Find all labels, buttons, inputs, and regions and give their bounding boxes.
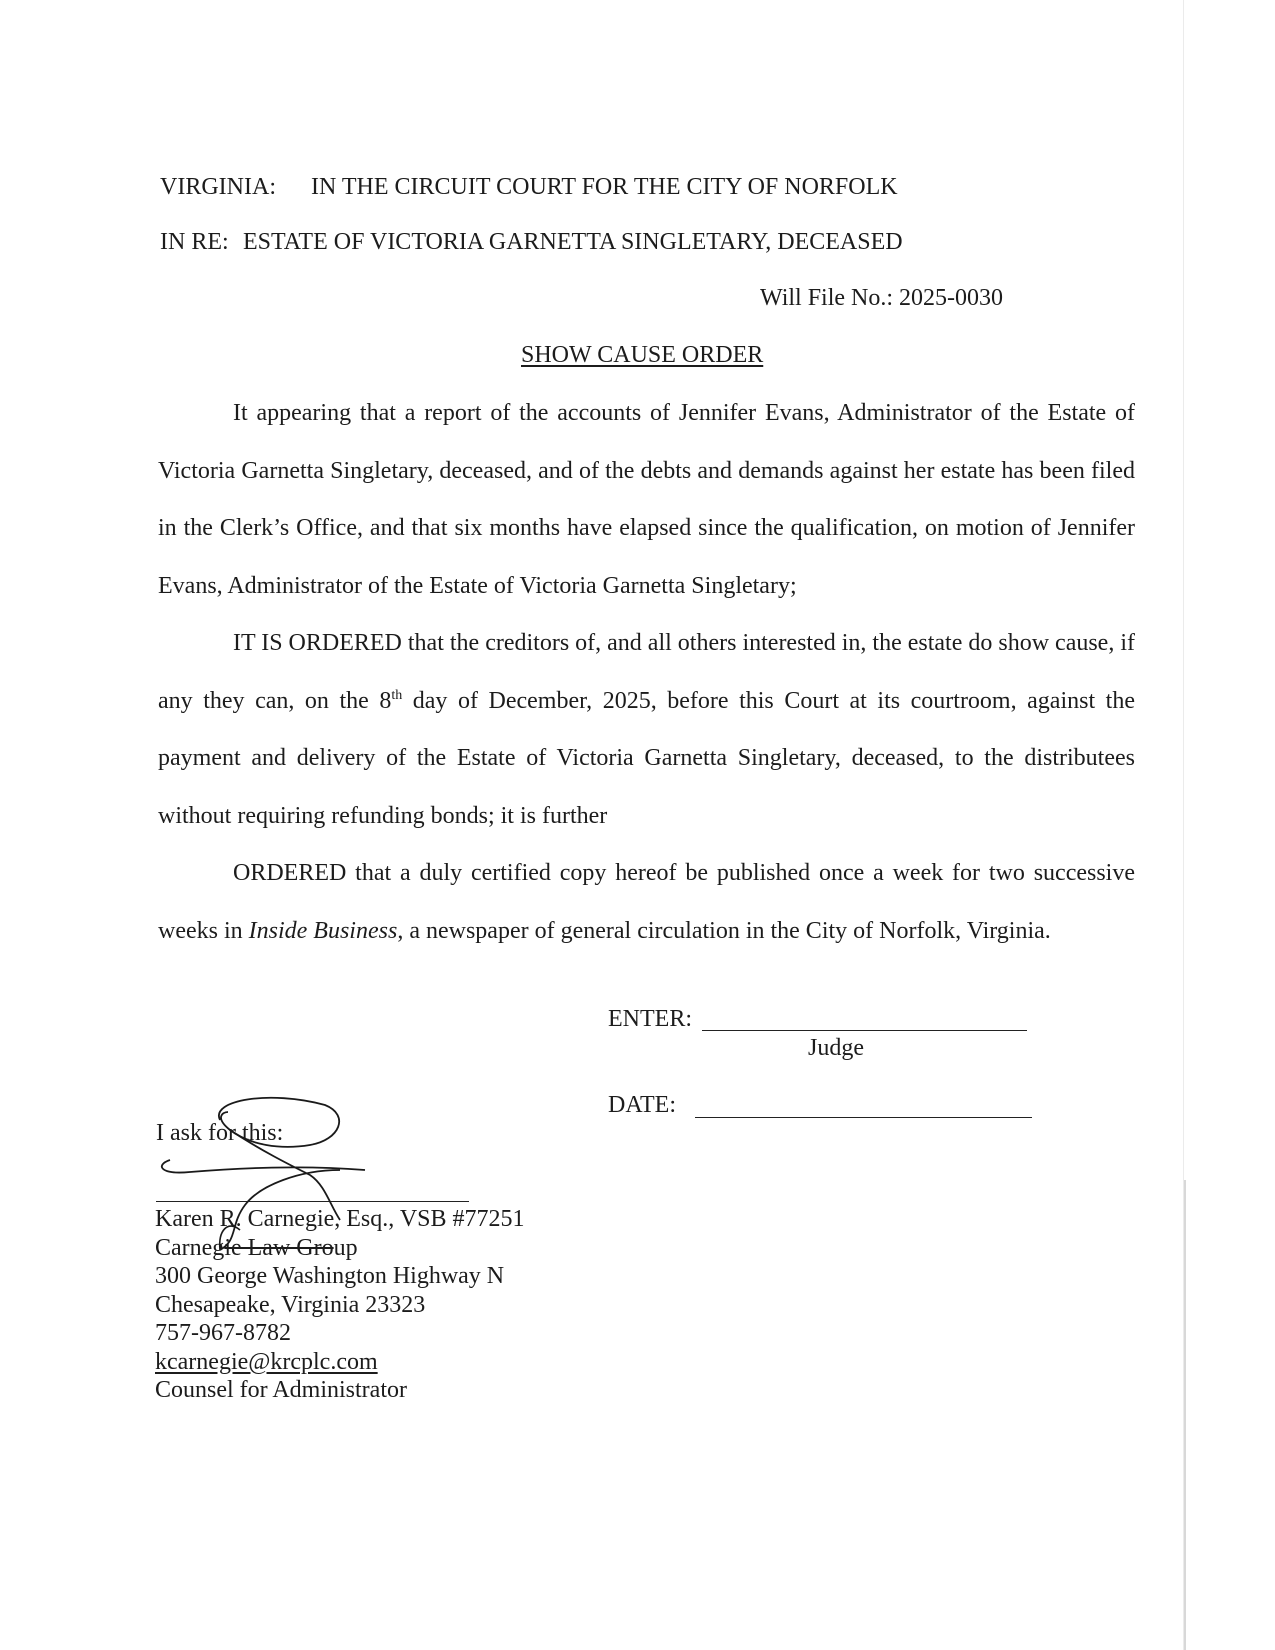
address-line-2: Chesapeake, Virginia 23323 — [155, 1291, 426, 1318]
will-file-number: Will File No.: 2025-0030 — [760, 285, 1004, 311]
address-line-1: 300 George Washington Highway N — [155, 1263, 505, 1289]
page-edge-shadow — [1184, 1180, 1186, 1650]
paragraph-1: It appearing that a report of the accounts of Jennifer Evans, Administrator of the Estate of Victoria Garnetta Singletary, deceased, and of the debts and demands against her estate has been filed in the Clerk’s Office, and that six months have elapsed since the qualification, on motion of Jennifer Evans, Administrator of the Estate of Victoria Garnetta Singletary; — [158, 400, 1135, 599]
handwritten-signature — [150, 1090, 380, 1270]
counsel-name: Karen R. Carnegie, Esq., VSB #77251 — [155, 1206, 525, 1232]
newspaper-name: Inside Business — [248, 917, 398, 944]
paragraph-3-b: , a newspaper of general circulation in the City of Norfolk, Virginia. — [397, 917, 1051, 944]
in-re-text: ESTATE OF VICTORIA GARNETTA SINGLETARY, DECEASED — [243, 229, 903, 255]
paragraph-2-b: day of December, 2025, before this Court at its courtroom, against the payment and delivery of the Estate of Victoria Garnetta Singletary, deceased, to the distributees without requiring refunding bonds; it is further — [158, 687, 1135, 829]
date-line — [695, 1117, 1032, 1118]
state-label: VIRGINIA: — [160, 174, 276, 200]
firm-name-b: up — [333, 1234, 358, 1261]
in-re-label: IN RE: — [160, 229, 229, 255]
court-name: IN THE CIRCUIT COURT FOR THE CITY OF NORFOLK — [311, 174, 898, 200]
judge-label: Judge — [808, 1035, 864, 1061]
order-body — [158, 385, 1135, 960]
ordinal-suffix: th — [391, 687, 403, 703]
document-title: SHOW CAUSE ORDER — [521, 342, 764, 368]
ask-for-this: I ask for this: — [156, 1120, 284, 1146]
firm-name-struck: ie Law Gro — [224, 1234, 334, 1261]
date-label: DATE: — [608, 1092, 676, 1118]
paragraph-3 — [158, 845, 1135, 960]
judge-signature-line — [702, 1030, 1027, 1031]
paragraph-2 — [158, 615, 1135, 845]
paragraph-3-a: ORDERED that a duly certified copy hereof be published once a week for two successive weeks in — [158, 860, 1135, 944]
enter-label: ENTER: — [608, 1006, 692, 1032]
counsel-role: Counsel for Administrator — [155, 1377, 407, 1403]
email-link[interactable]: kcarnegie@krcplc.com — [155, 1348, 378, 1375]
paragraph-2-a: IT IS ORDERED that the creditors of, and all others interested in, the estate do show cause, if any they can, on the 8 — [158, 630, 1135, 714]
firm-name-a: Carneg — [155, 1234, 225, 1261]
phone-number: 757-967-8782 — [155, 1320, 291, 1346]
